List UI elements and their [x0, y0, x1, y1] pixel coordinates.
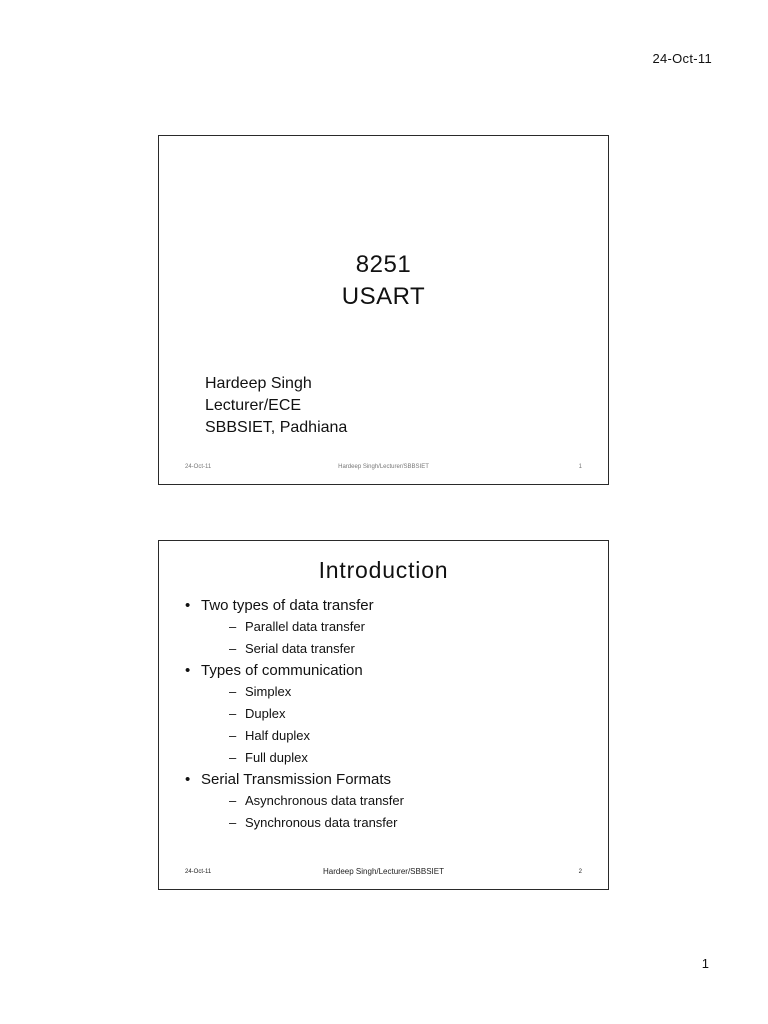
author-role: Lecturer/ECE [205, 397, 302, 414]
bullet-item [185, 596, 588, 616]
page-number: 1 [701, 956, 709, 971]
author-name: Hardeep Singh [205, 375, 312, 392]
sub-text: Half duplex [245, 728, 311, 743]
footer-author: Hardeep Singh/Lecturer/SBBSIET [323, 867, 444, 876]
bullet-group [185, 596, 588, 660]
slide-1 [158, 135, 609, 485]
sub-text: Synchronous data transfer [245, 815, 398, 830]
bullet-list [185, 596, 588, 835]
footer-author: Hardeep Singh/Lecturer/SBBSIET [338, 464, 429, 470]
slide-title [159, 249, 608, 313]
bullet-item [185, 770, 588, 790]
sub-text: Full duplex [245, 750, 308, 765]
sub-item [185, 616, 588, 638]
bullet-text: Types of communication [201, 662, 363, 679]
dash-marker: – [229, 706, 237, 721]
dash-marker: – [229, 815, 237, 830]
bullet-group [185, 770, 588, 834]
bullet-item [185, 661, 588, 681]
author-block [205, 373, 347, 439]
footer-date: 24-Oct-11 [185, 869, 212, 875]
sub-item [185, 747, 588, 769]
sub-text: Duplex [245, 706, 286, 721]
footer-slide-number: 1 [578, 464, 582, 470]
dash-marker: – [229, 684, 237, 699]
dash-marker: – [229, 793, 237, 808]
sub-text: Serial data transfer [245, 641, 355, 656]
bullet-marker: • [185, 771, 191, 788]
bullet-text: Serial Transmission Formats [201, 771, 392, 788]
author-institute: SBBSIET, Padhiana [205, 419, 348, 436]
title-line: 8251 [355, 251, 412, 278]
dash-marker: – [229, 641, 237, 656]
dash-marker: – [229, 728, 237, 743]
sub-item [185, 790, 588, 812]
sub-item [185, 638, 588, 660]
bullet-text: Two types of data transfer [201, 597, 374, 614]
sub-text: Asynchronous data transfer [245, 793, 404, 808]
bullet-group [185, 661, 588, 769]
sub-item [185, 812, 588, 834]
sub-text: Parallel data transfer [245, 619, 365, 634]
sub-item [185, 681, 588, 703]
footer-slide-number: 2 [578, 869, 582, 875]
sub-item [185, 703, 588, 725]
page-date: 24-Oct-11 [652, 51, 712, 66]
bullet-marker: • [185, 597, 191, 614]
title-line: USART [341, 283, 426, 310]
slide-2 [158, 540, 609, 890]
dash-marker: – [229, 619, 237, 634]
footer-date: 24-Oct-11 [185, 464, 212, 470]
sub-item [185, 725, 588, 747]
sub-text: Simplex [245, 684, 292, 699]
bullet-marker: • [185, 662, 191, 679]
slide-heading: Introduction [318, 557, 449, 583]
dash-marker: – [229, 750, 237, 765]
